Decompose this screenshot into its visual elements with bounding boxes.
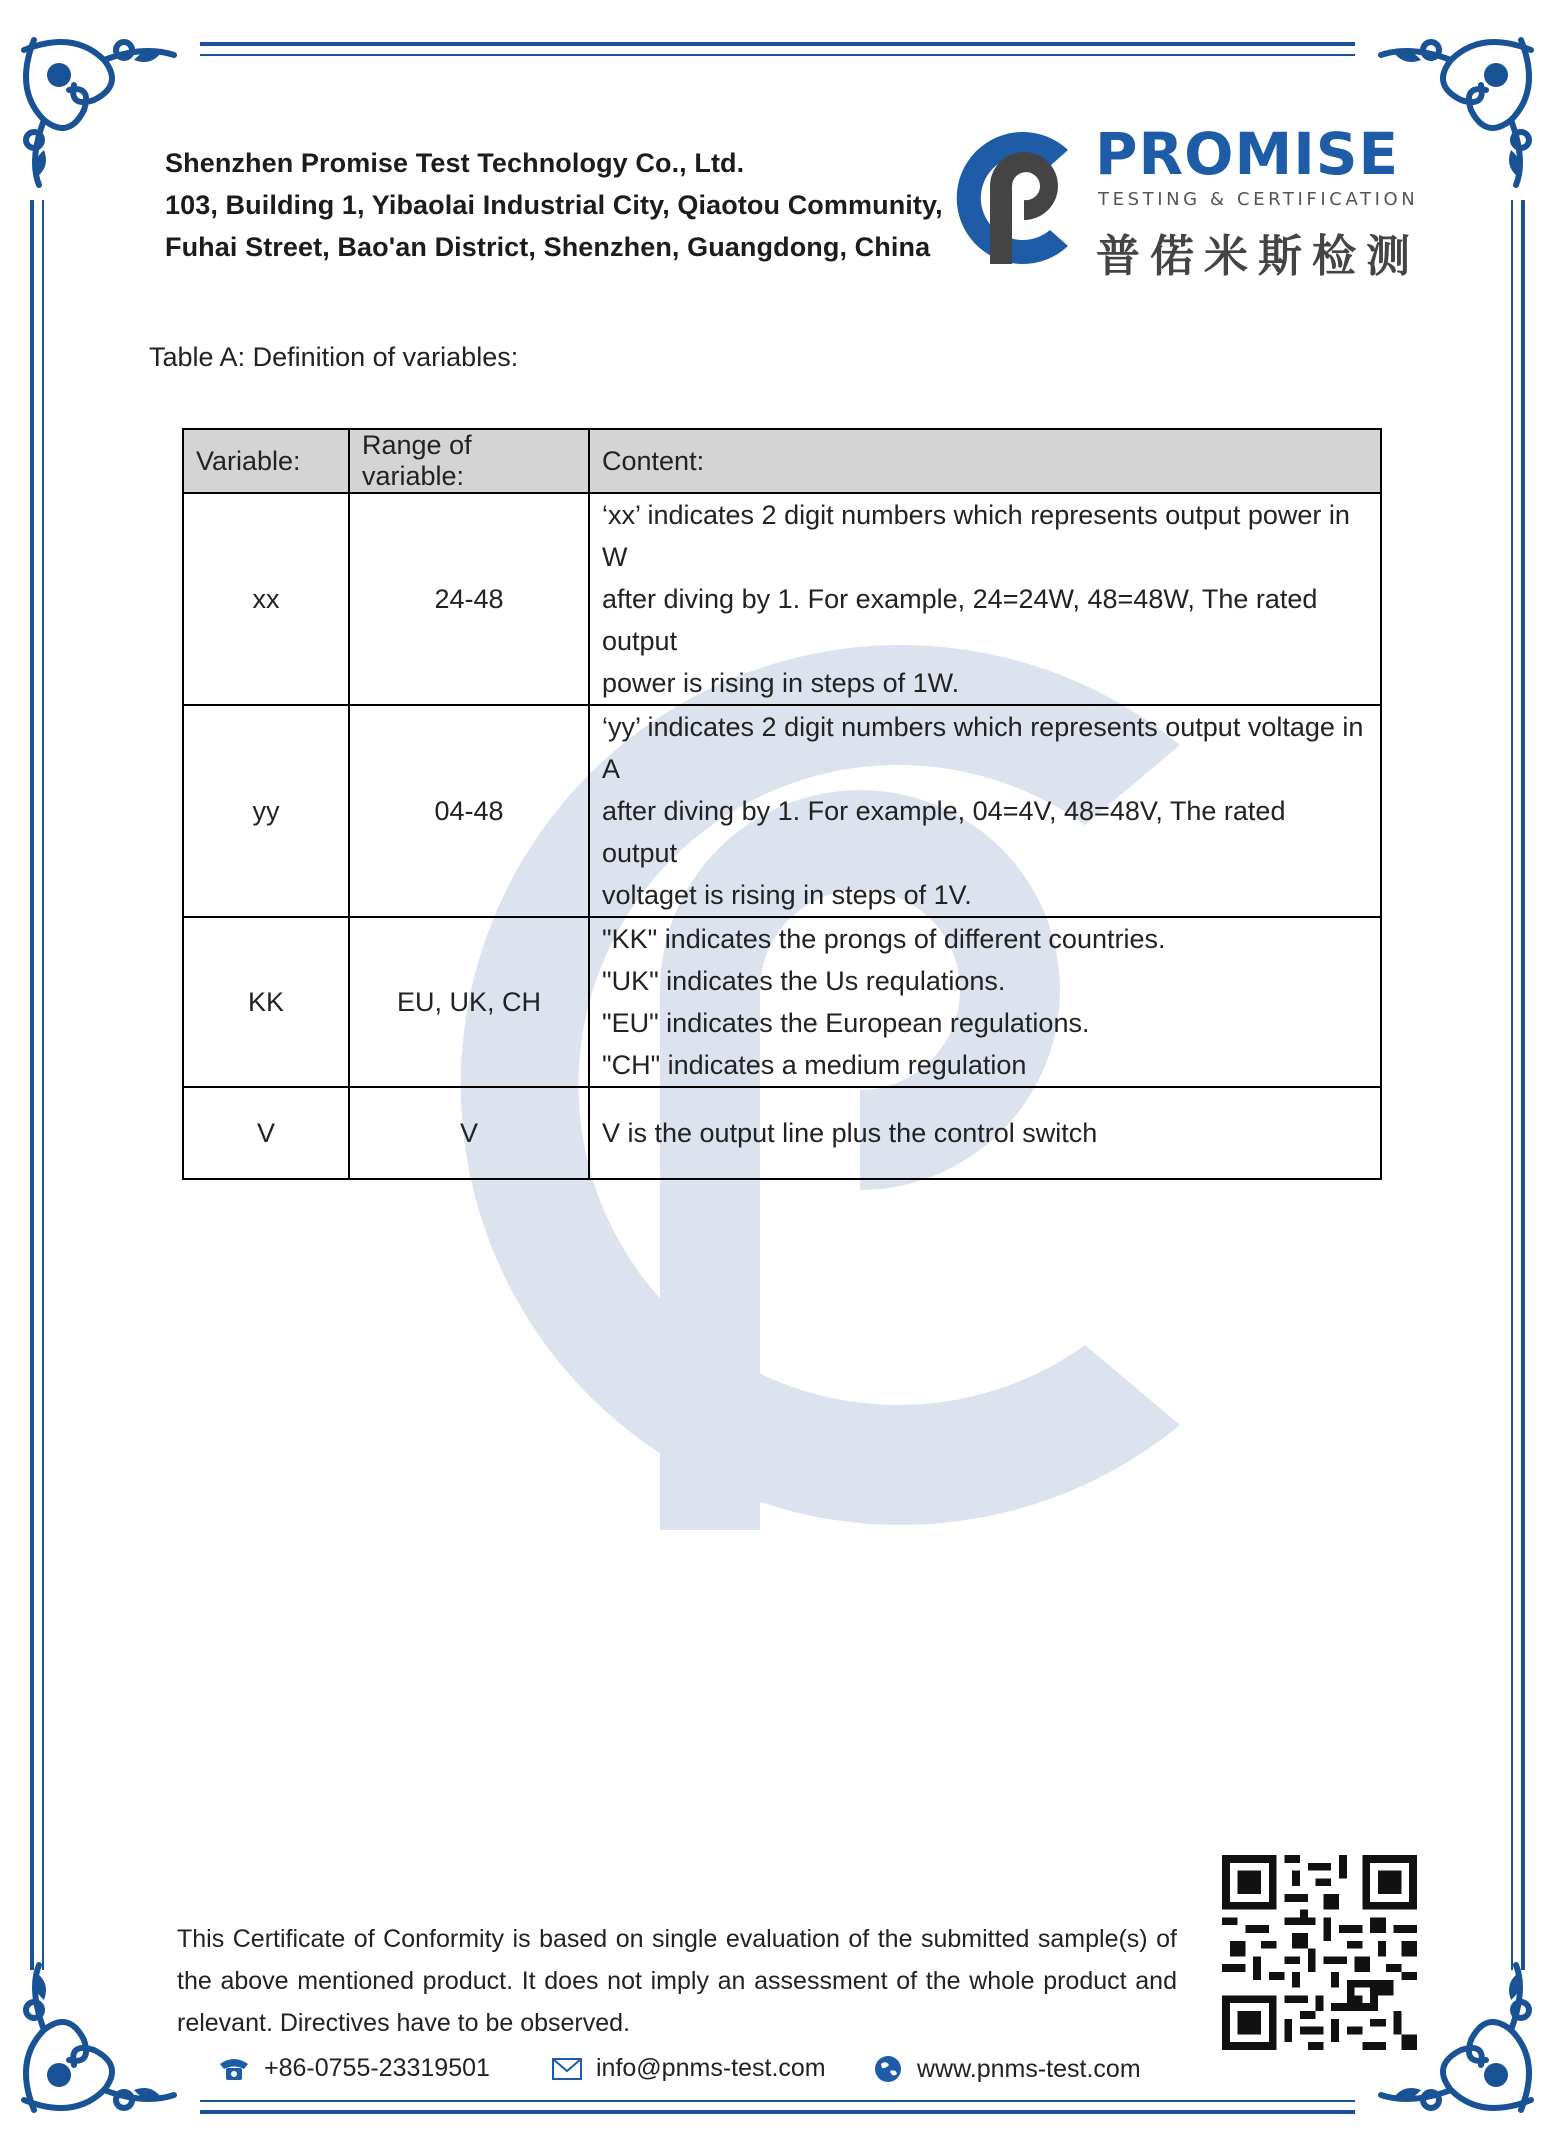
header-content: Content: (589, 429, 1381, 493)
company-line: Shenzhen Promise Test Technology Co., Ltd. (165, 148, 745, 178)
variables-table (182, 428, 1382, 1180)
table-row (183, 493, 1381, 705)
cell-content (589, 917, 1381, 1087)
content-line: after diving by 1. For example, 24=24W, 48=48W, The rated output (602, 584, 1318, 656)
content-line: "EU" indicates the European regulations. (602, 1008, 1090, 1038)
border-left-line (30, 200, 34, 1970)
content-line: V is the output line plus the control switch (602, 1118, 1098, 1148)
cell-content (589, 1087, 1381, 1179)
logo-subtitle: TESTING & CERTIFICATION (1098, 189, 1419, 210)
content-line: "KK" indicates the prongs of different countries. (602, 924, 1166, 954)
contact-email (552, 2054, 826, 2083)
border-right-line-inner (1511, 200, 1513, 1970)
content-line: ‘xx’ indicates 2 digit numbers which represents output power in W (602, 500, 1350, 572)
corner-ornament-bottom-left (14, 1960, 184, 2120)
table-header-row (183, 429, 1381, 493)
table-row (183, 917, 1381, 1087)
header-variable: Variable: (183, 429, 349, 493)
border-bottom-line-inner (200, 2100, 1355, 2102)
content-line: ‘yy’ indicates 2 digit numbers which represents output voltage in A (602, 712, 1364, 784)
border-top-line-inner (200, 54, 1355, 56)
cell-variable: V (183, 1087, 349, 1179)
corner-ornament-top-left (14, 30, 184, 190)
logo-chinese-name: 普偌米斯检测 (1096, 231, 1420, 282)
content-line: after diving by 1. For example, 04=4V, 48=48V, The rated output (602, 796, 1286, 868)
website-link[interactable]: www.pnms-test.com (917, 2054, 1141, 2083)
cell-variable: KK (183, 917, 349, 1087)
table-row (183, 705, 1381, 917)
mail-icon (552, 2058, 582, 2080)
company-line: 103, Building 1, Yibaolai Industrial City, Qiaotou Community, (165, 190, 943, 220)
content-line: voltaget is rising in steps of 1V. (602, 880, 972, 910)
logo-wordmark: PROMISE (1095, 120, 1400, 188)
phone-icon (218, 2056, 250, 2082)
email-link[interactable]: info@pnms-test.com (596, 2054, 826, 2082)
cell-range: V (349, 1087, 589, 1179)
certificate-statement: This Certificate of Conformity is based on single evaluation of the submitted sample(s) of the above mentioned product. It does not imply an assessment of the whole product and relevant. Directives have to be observed. (177, 1925, 1177, 2037)
phone-number: +86-0755-23319501 (264, 2054, 490, 2082)
table-row (183, 1087, 1381, 1179)
border-top-line (200, 42, 1355, 46)
qr-code (1222, 1855, 1417, 2050)
cell-range: 24-48 (349, 493, 589, 705)
cell-variable: yy (183, 705, 349, 917)
promise-logo-icon (950, 128, 1080, 268)
company-line: Fuhai Street, Bao'an District, Shenzhen, Guangdong, China (165, 232, 931, 262)
table-caption: Table A: Definition of variables: (149, 342, 519, 372)
globe-icon (873, 2054, 903, 2084)
cell-range: 04-48 (349, 705, 589, 917)
border-bottom-line (200, 2110, 1355, 2114)
border-right-line (1521, 200, 1525, 1970)
content-line: "UK" indicates the Us requlations. (602, 966, 1006, 996)
contact-phone (218, 2054, 490, 2083)
content-line: power is rising in steps of 1W. (602, 668, 960, 698)
contact-website (873, 2054, 1141, 2084)
cell-content (589, 493, 1381, 705)
cell-variable: xx (183, 493, 349, 705)
content-line: "CH" indicates a medium regulation (602, 1050, 1027, 1080)
cell-range: EU, UK, CH (349, 917, 589, 1087)
border-left-line-inner (42, 200, 44, 1970)
cell-content (589, 705, 1381, 917)
header-range: Range of variable: (349, 429, 589, 493)
company-address (165, 142, 945, 268)
